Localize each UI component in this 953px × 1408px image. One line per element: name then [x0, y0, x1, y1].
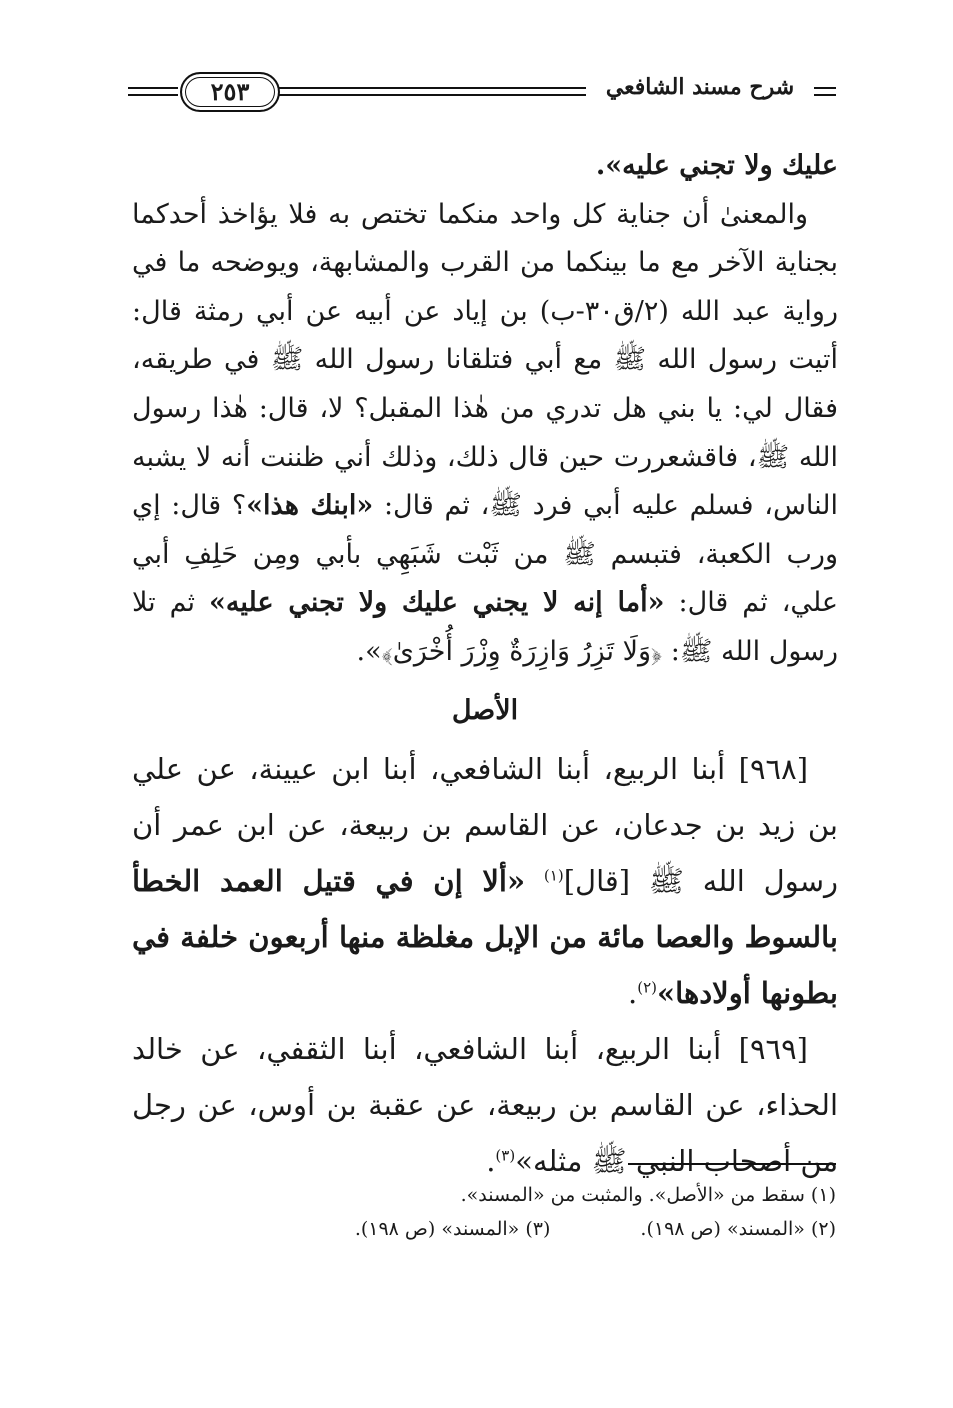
footnotes [196, 1178, 836, 1246]
main-text [132, 142, 838, 1189]
bold-quote-2: «أما إنه لا يجني عليك ولا تجني عليه» [209, 587, 665, 619]
book-title: شرح مسند الشافعي [594, 74, 806, 100]
explanation-text: والمعنىٰ أن جناية كل واحد منكما تختص به فلا يؤاخذ أحدكما بجناية الآخر مع ما بينكما من القرب والمشابهة، ويوضحه ما في رواية عبد الله (٢/ق٣٠-ب) بن إياد عن أبيه عن أبي رمثة قال: أتيت رسول الله ﷺ مع أبي فتلقانا رسول الله ﷺ في طريقه، فقال لي: يا بني هل تدري من هٰذا المقبل؟ لا، قال: هٰذا رسول الله ﷺ، فاقشعررت حين قال ذلك، وذلك أني ظننت أنه لا يشبه الناس، فسلم عليه أبي فرد ﷺ، ثم قال: [132, 198, 839, 522]
footnote-ref-1[interactable]: (١) [543, 866, 564, 885]
bold-quote-1: «ابنك هذا» [246, 490, 374, 522]
paragraph-explanation [132, 191, 838, 677]
header-rule-middle [278, 87, 586, 96]
footnote-3: (٣) «المسند» (ص ١٩٨). [354, 1218, 551, 1240]
explanation-text-2: ؟ قال: إي ورب الكعبة، فتبسم ﷺ من ثَبْت شَبَهِي بأبي ومِن حَلِفِ أبي علي، ثم قال: [132, 490, 838, 619]
hadith-number: [٩٦٨] [738, 752, 809, 787]
header-rule-left [128, 87, 178, 96]
hadith-chain: أبنا الربيع، أبنا الشافعي، أبنا الثقفي، عن خالد الحذاء، عن القاسم بن ربيعة، عن عقبة بن أوس، عن رجل من أصحاب النبي ﷺ مثله» [132, 1032, 838, 1179]
footnote-ref-2[interactable]: (٢) [637, 978, 658, 997]
paragraph-continuation [132, 142, 838, 191]
footnote-row-2-3 [196, 1212, 836, 1246]
footnote-2: (٢) «المسند» (ص ١٩٨). [640, 1218, 836, 1240]
header-rule-right [814, 87, 836, 96]
section-heading: الأصل [451, 694, 519, 726]
footnote-ref-3[interactable]: (٣) [495, 1146, 516, 1165]
page-number-badge: ٢٥٣ [180, 72, 280, 112]
hadith-968: [٩٦٨] أبنا الربيع، أبنا الشافعي، أبنا ابن عيينة، عن علي بن زيد بن جدعان، عن القاسم بن ربيعة، عن ابن عمر أن رسول الله ﷺ [قال]$^{(١)}$ «ألا إن في قتيل العمد الخطأ بالسوط والعصا مائة من الإبل مغلظة منها أربعون خلفة في بطونها أولادها»$^{(٢)}$. [132, 752, 838, 1011]
hadith-number: [٩٦٩] [738, 1032, 808, 1067]
hadith-chain: أبنا الربيع، أبنا الشافعي، أبنا ابن عيينة، عن علي بن زيد بن جدعان، عن القاسم بن ربيعة، عن ابن عمر أن رسول الله ﷺ [قال] [132, 752, 838, 899]
footnote-separator [628, 1163, 836, 1165]
running-header [128, 70, 836, 114]
explanation-text-3: ثم تلا رسول الله ﷺ: [132, 587, 838, 667]
hadith-969: [٩٦٩] أبنا الربيع، أبنا الشافعي، أبنا الثقفي، عن خالد الحذاء، عن القاسم بن ربيعة، عن عقبة بن أوس، عن رجل من أصحاب النبي ﷺ مثله»$^{(٣)}$. [132, 1032, 838, 1179]
closing-mark: ». [356, 635, 382, 667]
quran-verse: ﴿وَلَا تَزِرُ وَازِرَةٌ وِزْرَ أُخْرَىٰ﴾ [381, 635, 663, 667]
continued-quote: عليك ولا تجني عليه». [595, 150, 838, 181]
hadith-matn: «ألا إن في قتيل العمد الخطأ بالسوط والعصا مائة من الإبل مغلظة منها أربعون خلفة في بطونها أولادها» [132, 864, 838, 1011]
footnote-1: (١) سقط من «الأصل». والمثبت من «المسند». [460, 1184, 836, 1206]
